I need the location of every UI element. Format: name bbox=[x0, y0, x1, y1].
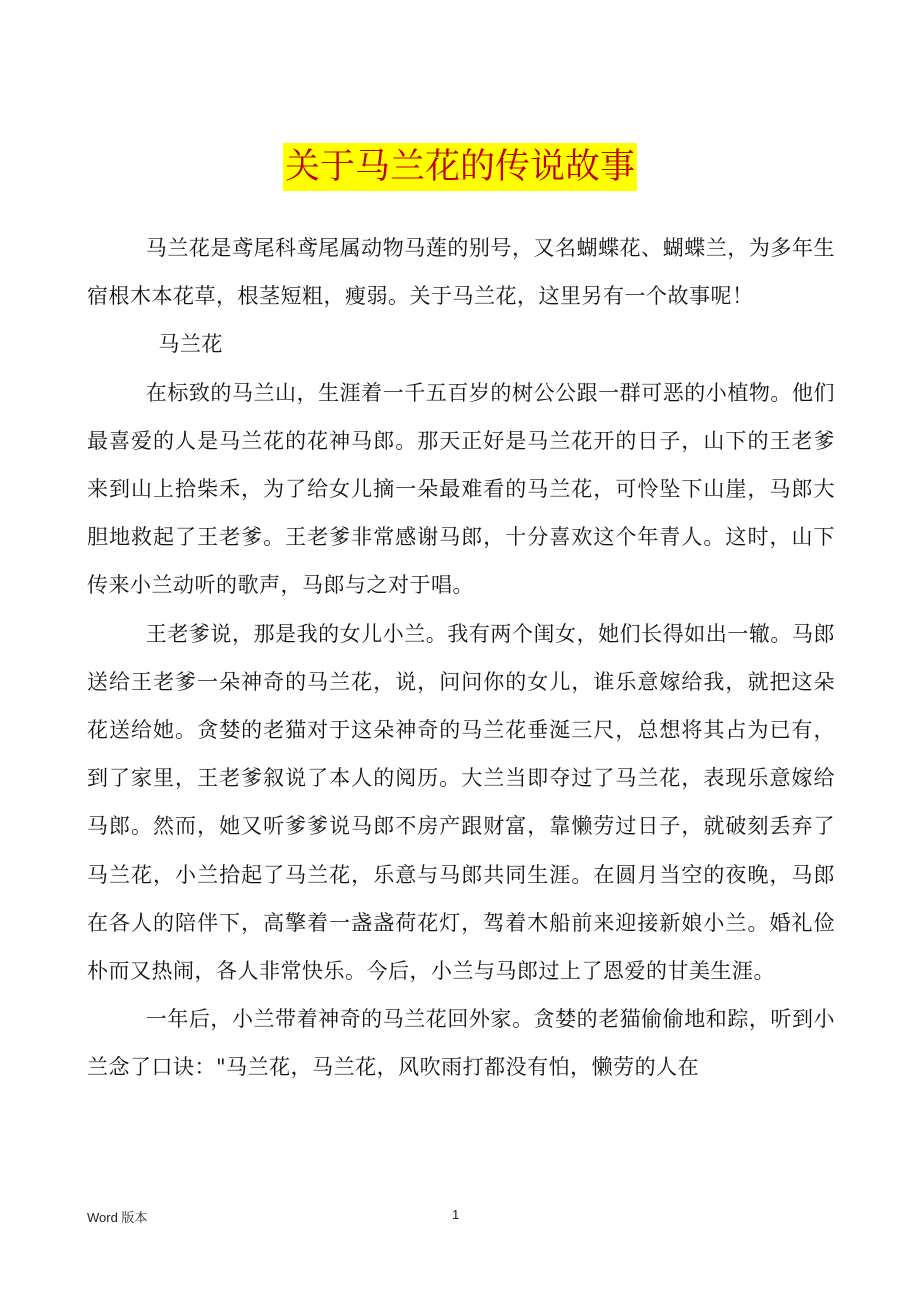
paragraph-story-2: 王老爹说，那是我的女儿小兰。我有两个闺女，她们长得如出一辙。马郎送给王老爹一朵神奇的马兰花，说，问问你的女儿，谁乐意嫁给我，就把这朵花送给她。贪婪的老猫对于这朵神奇的马兰花垂涎三尺，总想将其占为已有，到了家里，王老爹叙说了本人的阅历。大兰当即夺过了马兰花，表现乐意嫁给马郎。然而，她又听爹爹说马郎不房产跟财富，靠懒劳过日子，就破刻丢弃了马兰花，小兰拾起了马兰花，乐意与马郎共同生涯。在圆月当空的夜晚，马郎在各人的陪伴下，高擎着一盏盏荷花灯，驾着木船前来迎接新娘小兰。婚礼俭朴而又热闹，各人非常快乐。今后，小兰与马郎过上了恩爱的甘美生涯。 bbox=[87, 621, 835, 984]
paragraph-story-1: 在标致的马兰山，生涯着一千五百岁的树公公跟一群可恶的小植物。他们最喜爱的人是马兰花的花神马郎。那天正好是马兰花开的日子，山下的王老爹来到山上拾柴禾，为了给女儿摘一朵最难看的马兰花，可怜坠下山崖，马郎大胆地救起了王老爹。王老爹非常感谢马郎，十分喜欢这个年青人。这时，山下传来小兰动听的歌声，马郎与之对于唱。 bbox=[87, 380, 835, 598]
paragraph-story-3: 一年后，小兰带着神奇的马兰花回外家。贪婪的老猫偷偷地和踪，听到小兰念了口诀："马兰花，马兰花，风吹雨打都没有怕，懒劳的人在 bbox=[87, 1007, 835, 1080]
document-title: 关于马兰花的传说故事 bbox=[283, 143, 637, 191]
footer-label: Word 版本 bbox=[87, 1210, 148, 1225]
document-body bbox=[87, 224, 835, 1092]
title-container bbox=[0, 143, 920, 191]
section-heading: 马兰花 bbox=[158, 332, 223, 357]
page-number: 1 bbox=[452, 1207, 460, 1222]
paragraph-intro: 马兰花是鸢尾科鸢尾属动物马莲的别号，又名蝴蝶花、蝴蝶兰，为多年生宿根木本花草，根茎短粗，瘦弱。关于马兰花，这里另有一个故事呢！ bbox=[87, 236, 835, 309]
